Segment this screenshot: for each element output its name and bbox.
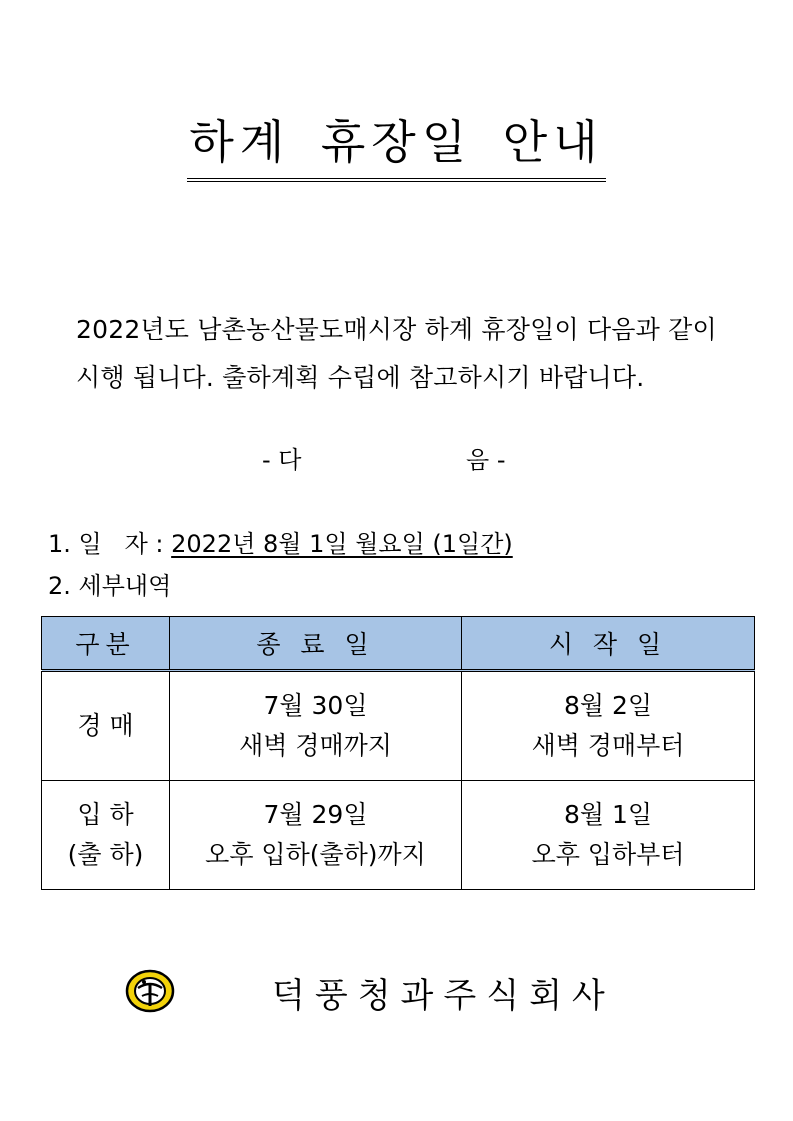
- row-shipping-start: [462, 781, 755, 890]
- header-start-date: 시 작 일: [462, 617, 755, 671]
- cell-line: 오후 입하부터: [531, 840, 685, 869]
- intro-paragraph: [76, 306, 756, 402]
- title-block: [0, 112, 793, 182]
- schedule-table: [41, 616, 755, 890]
- cell-line: 7월 30일: [263, 691, 368, 720]
- divider-right: 음 -: [466, 446, 506, 474]
- row-auction-end: [170, 671, 462, 781]
- cell-line: 8월 1일: [563, 800, 653, 829]
- cell-line: 경 매: [77, 711, 134, 740]
- row-shipping-category: [42, 781, 170, 890]
- date-item: [48, 524, 513, 559]
- details-heading: 2. 세부내역: [48, 572, 172, 600]
- cell-line: 새벽 경매까지: [239, 731, 392, 760]
- table-header-row: [42, 617, 755, 671]
- header-end-date: 종 료 일: [170, 617, 462, 671]
- divider-left: - 다: [262, 446, 302, 474]
- row-auction-category: [42, 671, 170, 781]
- company-logo-icon: [124, 968, 176, 1014]
- page-title: 하계 휴장일 안내: [187, 112, 605, 182]
- footer: [0, 962, 793, 1022]
- section-divider: [0, 440, 793, 476]
- date-label: 1. 일 자 :: [48, 530, 172, 558]
- intro-line-2: 시행 됩니다. 출하계획 수립에 참고하시기 바랍니다.: [76, 363, 645, 392]
- row-shipping-end: [170, 781, 462, 890]
- cell-line: 입 하: [77, 800, 134, 829]
- date-value: 2022년 8월 1일 월요일 (1일간): [171, 530, 513, 558]
- cell-line: (출 하): [67, 840, 144, 869]
- header-category: 구분: [42, 617, 170, 671]
- intro-line-1: 2022년도 남촌농산물도매시장 하계 휴장일이 다음과 같이: [76, 315, 717, 344]
- cell-line: 7월 29일: [263, 800, 368, 829]
- table-row: [42, 671, 755, 781]
- cell-line: 새벽 경매부터: [531, 731, 685, 760]
- cell-line: 오후 입하(출하)까지: [205, 840, 426, 869]
- table-row: [42, 781, 755, 890]
- row-auction-start: [462, 671, 755, 781]
- cell-line: 8월 2일: [563, 691, 653, 720]
- company-name: 덕풍청과주식회사: [272, 976, 615, 1016]
